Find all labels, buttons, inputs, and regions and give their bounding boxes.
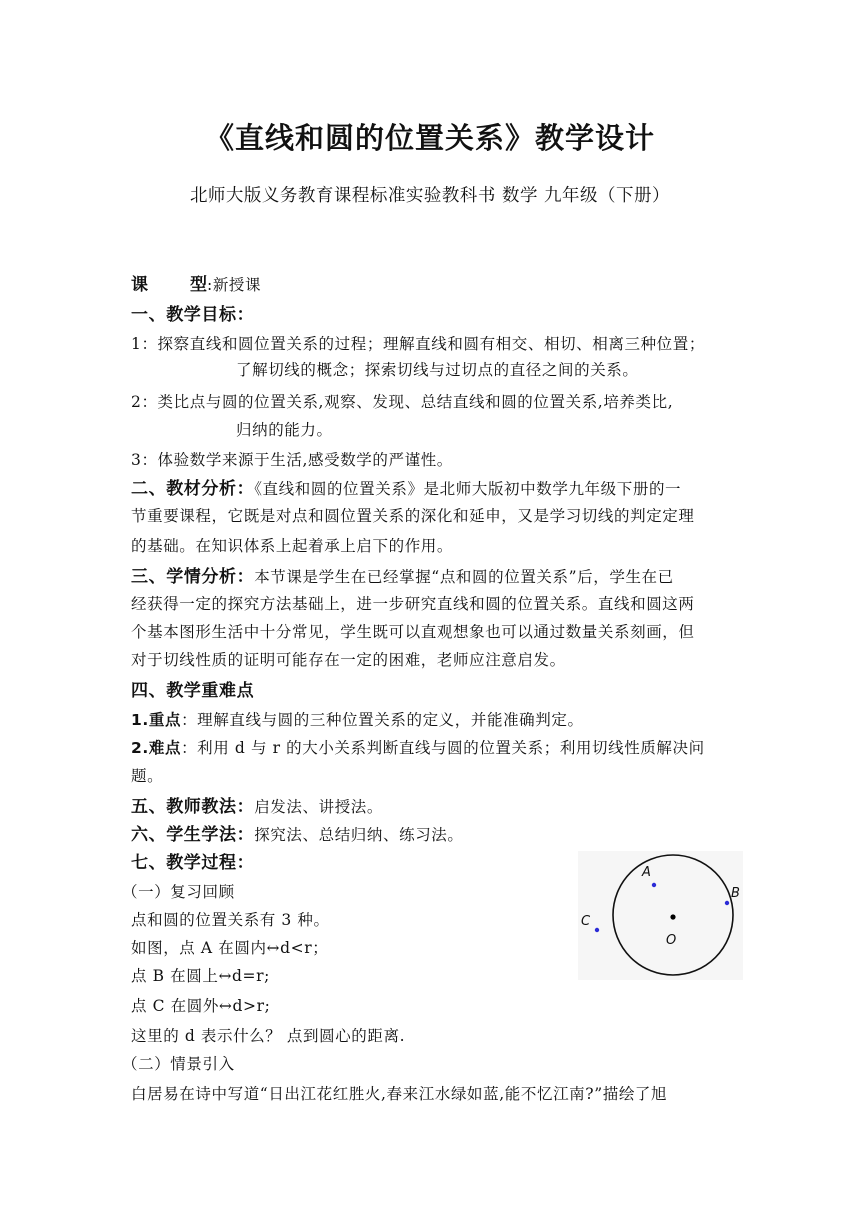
review-line-2: 如图，点 A 在圆内↔d<r； <box>131 939 329 957</box>
intro-title: （二）情景引入 <box>122 1055 235 1073</box>
lesson-type-value: :新授课 <box>207 276 262 294</box>
goal-line-1-cont: 了解切线的概念；探索切线与过切点的直径之间的关系。 <box>236 361 639 379</box>
students-line-4: 对于切线性质的证明可能存在一定的困难，老师应注意启发。 <box>131 651 566 669</box>
textbook-line-2: 节重要课程，它既是对点和圆位置关系的深化和延申，又是学习切线的判定定理 <box>131 507 695 525</box>
key-points-heading: 四、教学重难点 <box>131 681 255 701</box>
student-method-text: 探究法、总结归纳、练习法。 <box>254 826 464 844</box>
lesson-type-label-1: 课 <box>131 275 148 295</box>
student-method-line <box>131 820 464 845</box>
review-title: （一）复习回顾 <box>122 883 235 901</box>
teacher-method-text: 启发法、讲授法。 <box>254 798 384 816</box>
students-text-1: 本节课是学生在已经掌握“点和圆的位置关系”后，学生在已 <box>254 568 674 586</box>
goal-line-1: 1：探察直线和圆位置关系的过程；理解直线和圆有相交、相切、相离三种位置； <box>131 335 705 353</box>
focus-line <box>131 708 584 730</box>
goal-line-3: 3：体验数学来源于生活,感受数学的严谨性。 <box>131 451 453 469</box>
textbook-text-1: 《直线和圆的位置关系》是北师大版初中数学九年级下册的一 <box>254 480 682 498</box>
textbook-line-1 <box>131 474 681 499</box>
goals-heading: 一、教学目标： <box>131 305 255 325</box>
review-line-3: 点 B 在圆上↔d=r; <box>131 967 270 985</box>
circle-diagram <box>578 851 743 980</box>
focus-label: 1.重点 <box>131 711 182 729</box>
focus-text: ：理解直线与圆的三种位置关系的定义，并能准确判定。 <box>181 711 584 729</box>
review-line-4: 点 C 在圆外↔d>r; <box>131 997 271 1015</box>
point-c <box>595 928 599 932</box>
review-line-1: 点和圆的位置关系有 3 种。 <box>131 911 330 929</box>
textbook-line-3: 的基础。在知识体系上起着承上启下的作用。 <box>131 537 454 555</box>
students-line-2: 经获得一定的探究方法基础上，进一步研究直线和圆的位置关系。直线和圆这两 <box>131 595 695 613</box>
goal-line-2: 2：类比点与圆的位置关系,观察、发现、总结直线和圆的位置关系,培养类比, <box>131 393 674 411</box>
center-point-o <box>670 914 675 919</box>
teacher-method-line <box>131 792 383 817</box>
label-a: A <box>642 865 651 880</box>
goal-line-2-cont: 归纳的能力。 <box>236 421 333 439</box>
review-line-5: 这里的 d 表示什么？ 点到圆心的距离. <box>131 1027 406 1045</box>
label-o: O <box>666 933 677 948</box>
page-title: 《直线和圆的位置关系》教学设计 <box>204 121 655 155</box>
students-line-3: 个基本图形生活中十分常见，学生既可以直观想象也可以通过数量关系刻画，但 <box>131 623 695 641</box>
point-b <box>725 901 729 905</box>
lesson-type-label-2: 型 <box>190 275 207 295</box>
difficulty-text: ：利用 d 与 r 的大小关系判断直线与圆的位置关系；利用切线性质解决问 <box>181 739 705 757</box>
students-line-1 <box>131 562 674 587</box>
textbook-heading: 二、教材分析： <box>131 479 255 499</box>
student-method-heading: 六、学生学法： <box>131 825 255 845</box>
difficulty-line <box>131 736 705 758</box>
teacher-method-heading: 五、教师教法： <box>131 797 255 817</box>
difficulty-line-cont: 题。 <box>131 767 164 785</box>
circle-figure <box>578 851 743 980</box>
point-a <box>652 883 656 887</box>
page-subtitle: 北师大版义务教育课程标准实验教科书 数学 九年级（下册） <box>189 186 671 206</box>
label-b: B <box>731 886 740 901</box>
process-heading: 七、教学过程： <box>131 853 255 873</box>
students-heading: 三、学情分析： <box>131 567 255 587</box>
intro-line: 白居易在诗中写道“日出江花红胜火,春来江水绿如蓝,能不忆江南?”描绘了旭 <box>131 1085 668 1103</box>
lesson-type-line <box>131 270 261 295</box>
label-c: C <box>581 914 591 929</box>
difficulty-label: 2.难点 <box>131 739 182 757</box>
